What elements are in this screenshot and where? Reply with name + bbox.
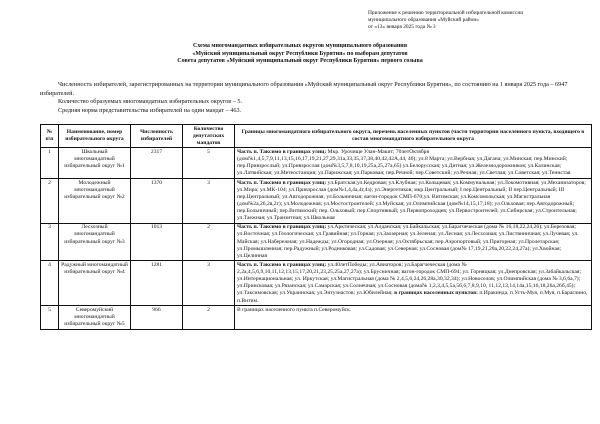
header-name: Наименование, номер избирательного округа [59,125,131,148]
row-bounds [235,306,592,329]
row-num: 4 [41,261,59,306]
header-mandates: Количество депутатских мандатов [183,125,235,148]
appendix-line-1: Приложение к решению территориальной избирательной комиссии [368,10,524,16]
districts-table [40,124,592,330]
row-num: 5 [41,306,59,329]
row-mandates: 3 [183,261,235,306]
intro-districts-paragraph: Количество образуемых многомандатных избирательных округов – 5. [58,98,243,106]
header-voters: Численность избирателей [131,125,183,148]
row-name: Школьный многомандатный избирательный округ №1 [59,148,131,179]
row-mandates: 2 [183,306,235,329]
intro-norm-paragraph: Средняя норма представительства избирателей на один мандат – 463. [58,106,242,114]
intro-voters-paragraph: Численность избирателей, зарегистрированных на территории муниципального образования «Муйский муниципальный округ Республики Бурятия», по состоянию на 1 января 2025 года – 6947 избирателей. [40,81,568,97]
row-bounds [235,148,592,179]
row-streets: Мкр. Урочище Улан-Макит; 70летОктября (дом№1,4,5,7,9,11,13,15,16,17,19,21,27,29,31а,33,35,37,38,40,42,42А,44, 46); ул.8 Марта; ул.Вербная; ул.Дагана; ул.Минская; пер.Минский; пер.Привзрослый; ул.Привзрослая (дом№3,5,7,8,10,19,25а,25,27а,65) ул.Белорусская; ул.Дитная; ул.Железнодорожников; ул.Калинская; ул.Латвийская; ул.Метеостанция; ул.Парижская; ул.Парковая; пер.Речной; пер.Советский; ул.Речная; ул.Светлая; ул.Советская; ул.Теннстая [237,149,571,177]
table-row [41,261,592,306]
row-part-label: Часть п. Таксимо в границах улиц: [237,179,327,186]
row-num: 1 [41,148,59,179]
row-voters: 1281 [131,261,183,306]
intro-text [40,81,580,115]
title-line-3: Совета депутатов «Муйский муниципальный округ Республики Бурятия» первого созыва [177,58,423,65]
row-name: Северомуйский многомандатный избирательный округ №5 [59,306,131,329]
row-name: Радужный многомандатный избирательный округ №4 [59,261,131,306]
row-streets: ул.Арктическая; ул.Алданская; ул.Байкальская; ул.Барагчеческая (дома № 16,18,22,24,26); ул.Березовая; ул.Восточная; ул.Геологическая; ул.Гравийная; ул.Горная; ул.Заозерная; ул.Зеленая; ул.Лесная; ул.Лесхозная; ул.Листвиничная; ул.Лучевая; ул. Майская; ул.Набережная; ул.Надежды; ул.Огородная; ул.Озерная; ул.Октябрьская; пер.Аэропортовый; ул.Пригорная; ул.Пролетарская; ул.Промышленная; пер.Радужный; ул.Родниковая; ул.Садовая; ул.Северная; ул.Сосновая (дом№ 17,19,21,20а,20,22,24,27а); ул.Хвойная; ул.Целинная [237,224,579,259]
row-num: 2 [41,179,59,224]
row-bounds [235,179,592,224]
row-voters: 2317 [131,148,183,179]
row-num: 3 [41,223,59,261]
appendix-note [368,10,594,31]
row-part-label: Часть п. Таксимо в границах улиц: [237,224,327,231]
row-name: Молодежный многомандатный избирательный округ №2 [59,179,131,224]
header-num: № п\п [41,125,59,148]
table-row [41,179,592,224]
header-bounds: Границы многомандатного избирательного округа, перечень населенных пунктов (части территории населенного пункта, входящего в состав многомандатного избирательного округа [235,125,592,148]
row-settlements-label: в границах населенных пунктов: [394,290,478,297]
title-line-2: «Муйский муниципальный округ Республики Бурятия» по выборам депутатов [192,50,408,57]
row-mandates: 3 [183,179,235,224]
row-name: Лесхозный многомандатный избирательный округ №3 [59,223,131,261]
row-voters: 1370 [131,179,183,224]
row-bounds [235,223,592,261]
row-voters: 1013 [131,223,183,261]
row-settlements: п.Иракинда, п.Усть-Муя, п.Муя, п.Бараглино, п.Витим. [237,290,588,304]
document-title [40,43,560,66]
row-streets: ул.Братская;ул.Кедровая; ул.Клубная; ул.Кольцевая; ул.Коммунальная; ул.Локомотивная; ул.Механизаторов; ул.Мира; ул.МК-104; ул.Привзрослая (дом№1,4,4а,4г,4з); ул.Энергетиков; мкр.Центральный; I пер.Центральный; II пер.Центральный; III пер.Центральный; ул.Автодорожная; ул.Больничная; вагон-городок СМП-670;ул. Витимская; ул.Комсомольская; ул.Магистральная (дом№2а,26,2в,2г); ул.Молодежная; ул.Мостостроителей; ул.Муйская; ул.Олимпийская (дом№14,15,17,18); ул.Ольховая; пер.Автодорожный; пер.Больничный; пер.Витимский; пер. Ольховый; пер.Спортивный; ул.Первопроходцев; ул.Первостроителей; ул.Сибирская; ул.Строительная; ул.Таежная; ул.Транзитная; ул.Школьная [237,179,586,222]
row-voters: 966 [131,306,183,329]
title-line-1: Схема многомандатных избирательных округов муниципального образования [192,43,407,49]
appendix-line-2: муниципального образования «Муйский район» [368,17,479,23]
table-row [41,306,592,329]
row-part-label: Часть п. Таксимо в границах улиц: [237,262,327,269]
row-part-label: Часть п. Таксимо в границах улиц: [237,149,327,156]
row-mandates: 2 [183,223,235,261]
table-header-row [41,125,592,148]
row-streets: В границах населенного пункта п.Северомуйск. [237,306,352,313]
row-mandates: 5 [183,148,235,179]
table-row [41,223,592,261]
table-row [41,148,592,179]
row-streets: ул.40летПобеды; ул.Авиаторов; ул.Барагчеческая (дома № 2,2а,4,5,6,9,10,11,12,13,15,17,20,21,23,25,25а,27,27а); ул.Брусничная; вагон-городок СМП-694; ул. Горняцкая; ул.Днепровская; ул.Забайкальская; ул.Интернациональная; ул. Иркутская; ул.Магистральная (дома № 2,4,5,6,24,26,28а,30,32,34); ул.Новоселов; ул.Олимпийская (дома № 3,6,6а,7); ул.Приисковая; ул.Рязанская; ул.Самарская; ул.Солнечная; ул.Сосновая (дома№ 1,2,3,4,5,5а,5б,6,7,8,9,10, 11,12,13,14,14а,15,16,18,26а,26б,45); ул.Таксимовская; ул.Украинская; ул.Энтузиастов; ул.Юбилейная; [237,262,582,297]
appendix-line-3: от «13» января 2025 года № 3 [368,24,436,30]
row-bounds [235,261,592,306]
